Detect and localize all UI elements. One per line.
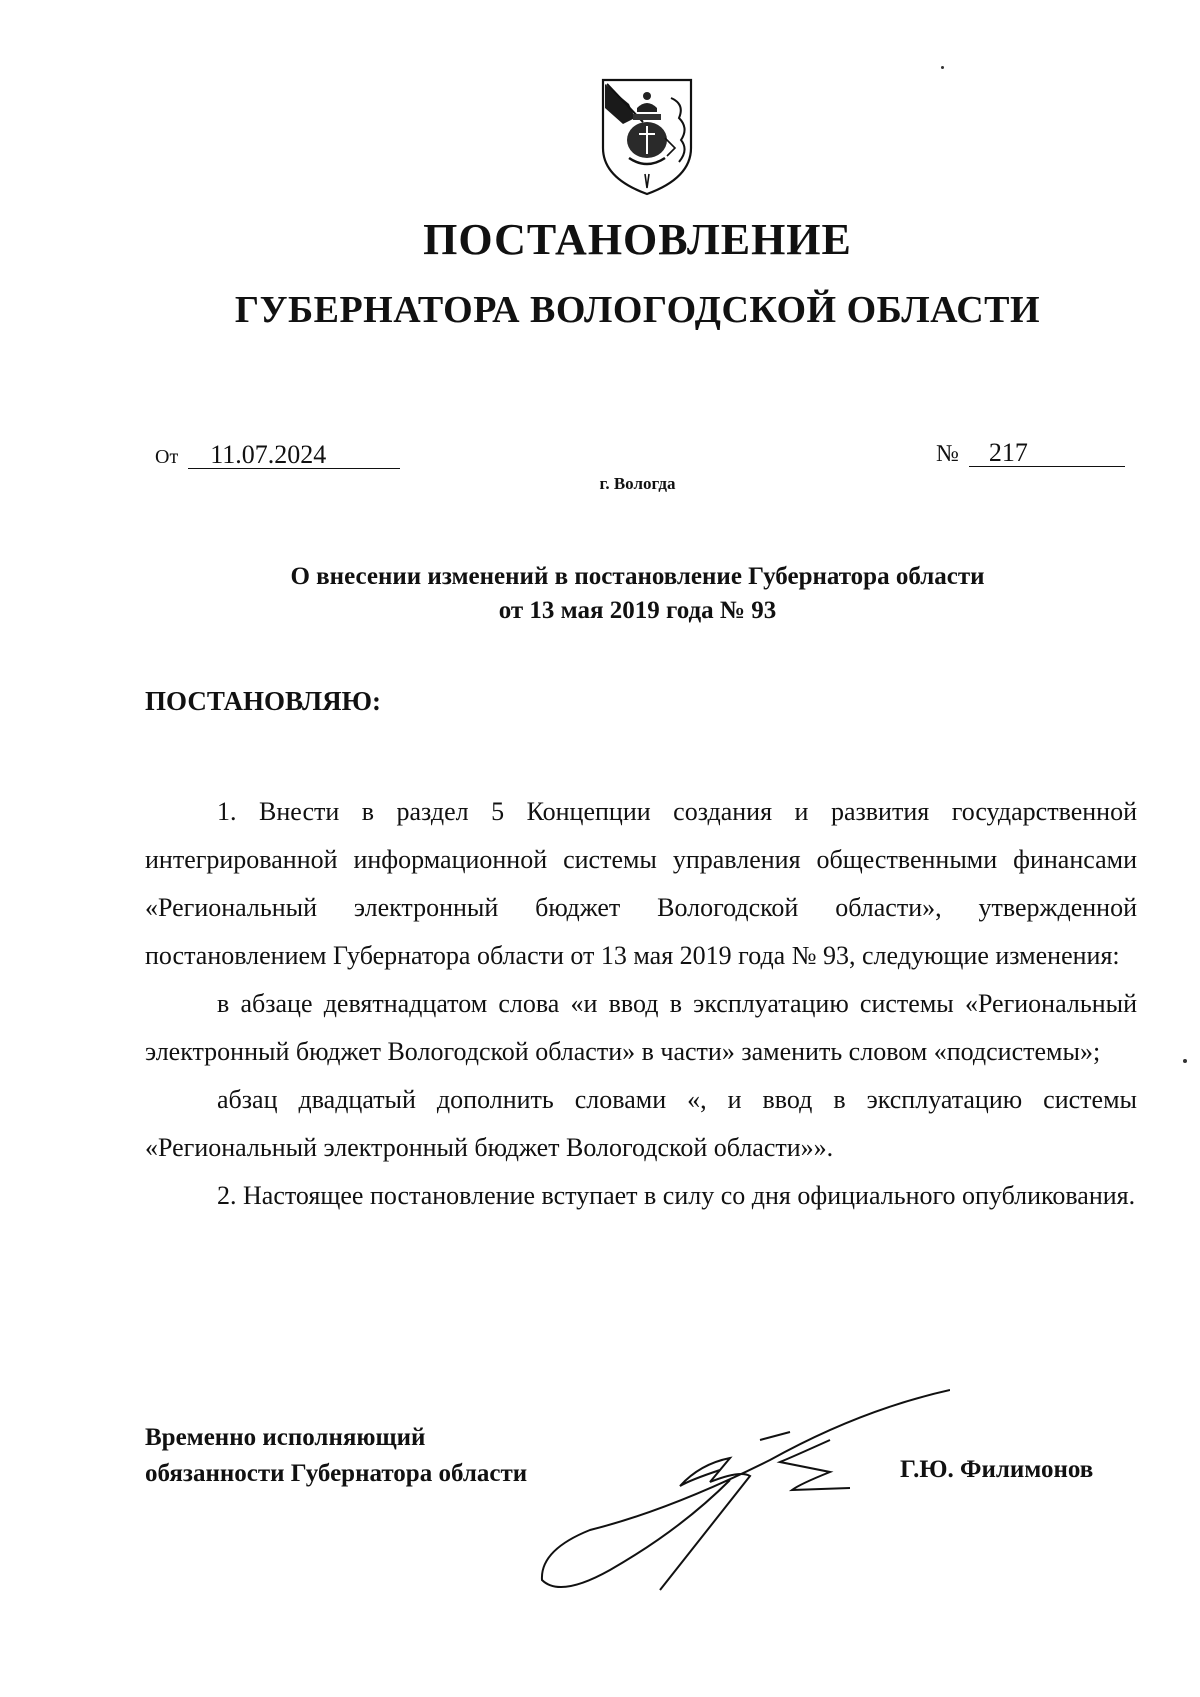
subject-line-2: от 13 мая 2019 года № 93: [498, 597, 777, 624]
number-value: 217: [969, 440, 1125, 467]
subject-line-1: О внесении изменений в постановление Губернатора области: [290, 563, 985, 590]
document-subject: [0, 560, 1200, 628]
document-body: [145, 788, 1137, 1220]
scan-speck: [941, 66, 944, 69]
coat-of-arms-icon: [599, 78, 695, 196]
document-number: [936, 440, 1125, 468]
date-label: От: [155, 446, 179, 468]
signatory-position-line-2: обязанности Губернатора области: [145, 1460, 528, 1487]
document-date: [155, 442, 400, 469]
decree-word: ПОСТАНОВЛЯЮ:: [145, 686, 381, 716]
scan-speck: [1183, 1059, 1187, 1063]
signature-icon: [530, 1380, 950, 1600]
signatory-name: Г.Ю. Филимонов: [900, 1456, 1094, 1483]
paragraph-2: в абзаце девятнадцатом слова «и ввод в эксплуатацию системы «Региональный электронный бюджет Вологодской области» в части» заменить словом «подсистемы»;: [145, 989, 1137, 1066]
city-label: г. Вологда: [599, 474, 676, 493]
paragraph-3: абзац двадцатый дополнить словами «, и ввод в эксплуатацию системы «Региональный электронный бюджет Вологодской области»».: [145, 1085, 1137, 1162]
number-label: №: [936, 441, 959, 467]
date-value: 11.07.2024: [188, 442, 400, 469]
paragraph-1: 1. Внести в раздел 5 Концепции создания и развития государственной интегрированной информационной системы управления общественными финансами «Региональный электронный бюджет Вологодской области», утвержденной постановлением Губернатора области от 13 мая 2019 года № 93, следующие изменения:: [145, 797, 1137, 970]
paragraph-4: 2. Настоящее постановление вступает в силу со дня официального опубликования.: [217, 1181, 1136, 1210]
signatory-position-line-1: Временно исполняющий: [145, 1424, 426, 1451]
signatory-position: [145, 1420, 527, 1492]
document-title: ПОСТАНОВЛЕНИЕ: [423, 215, 852, 264]
document-subtitle: ГУБЕРНАТОРА ВОЛОГОДСКОЙ ОБЛАСТИ: [234, 289, 1041, 331]
